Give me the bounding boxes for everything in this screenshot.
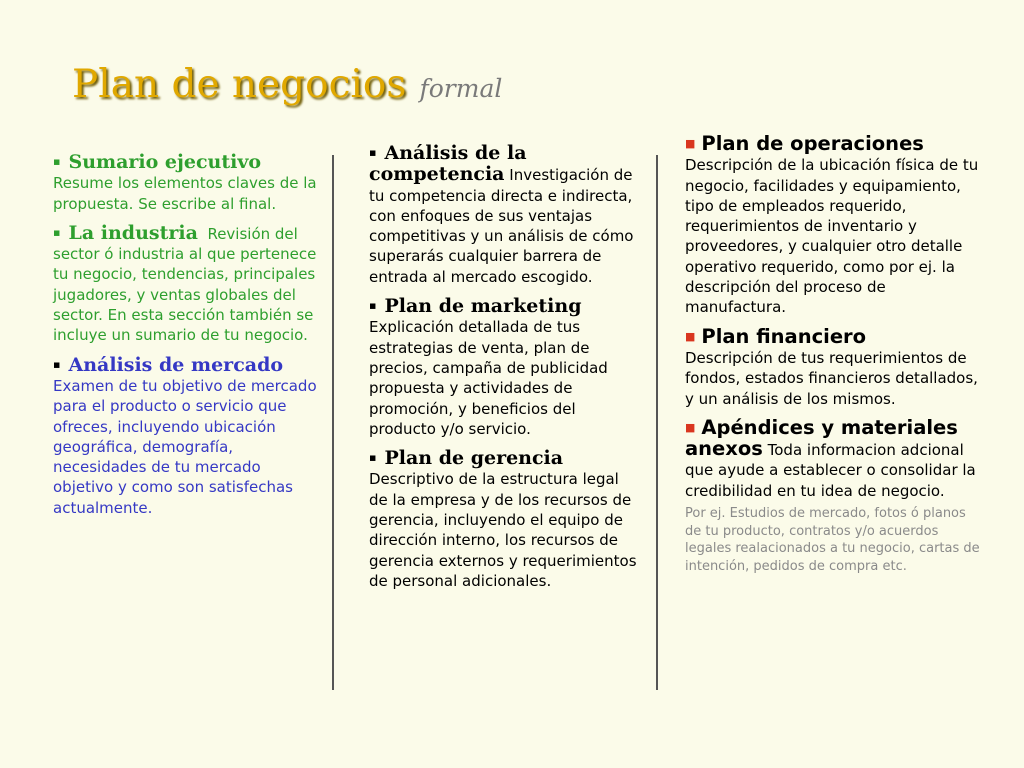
column-divider-right — [656, 155, 658, 690]
section-marketing — [369, 296, 641, 439]
square-bullet-icon: ▪ — [369, 299, 377, 313]
square-bullet-icon: ▪ — [53, 357, 61, 371]
section-competencia — [369, 143, 641, 287]
square-bullet-icon: ■ — [685, 137, 696, 150]
column-2 — [369, 143, 641, 600]
section-body: Revisión del sector ó industria al que pertenece tu negocio, tendencias, principales jugadores, y ventas globales del sector. En esta sección también se incluye un sumario de tu negocio. — [53, 224, 317, 345]
section-gerencia — [369, 448, 641, 591]
section-financiero — [685, 324, 985, 409]
title-sub: formal — [419, 74, 503, 103]
section-heading: Análisis de mercado — [68, 353, 284, 376]
square-bullet-icon: ▪ — [53, 225, 61, 239]
section-heading: Plan de gerencia — [384, 447, 564, 470]
section-body: Examen de tu objetivo de mercado para el producto o servicio que ofreces, incluyendo ubicación geográfica, demografía, necesidades de tu mercado objetivo y como son satisfechas actualmente. — [53, 376, 317, 517]
square-bullet-icon: ■ — [685, 329, 696, 343]
section-heading: Plan financiero — [701, 324, 867, 348]
section-heading: Plan de operaciones — [701, 132, 924, 155]
square-bullet-icon: ■ — [685, 420, 696, 434]
section-heading: Plan de marketing — [384, 295, 582, 318]
section-heading: Análisis de la competencia — [369, 142, 527, 186]
section-body: Descriptivo de la estructura legal de la empresa y de los recursos de gerencia, incluyendo el equipo de dirección interno, los recursos de gerencia externos y requerimientos de personal adicionales. — [369, 470, 637, 590]
section-industria — [53, 223, 318, 346]
column-3 — [685, 134, 985, 575]
square-bullet-icon: ▪ — [53, 155, 61, 168]
section-heading: Apéndices y materiales anexos — [685, 415, 958, 461]
square-bullet-icon: ▪ — [369, 451, 377, 465]
square-bullet-icon: ▪ — [369, 146, 377, 159]
section-heading: Sumario ejecutivo — [68, 151, 262, 173]
section-mercado — [53, 355, 318, 518]
section-heading: La industria — [68, 221, 198, 244]
section-body: Resume los elementos claves de la propuesta. Se escribe al final. — [53, 174, 317, 213]
section-body: Toda informacion adcional que ayude a establecer o consolidar la credibilidad en tu idea de negocio. — [685, 441, 976, 500]
title-main: Plan de negocios — [72, 62, 407, 107]
column-1 — [53, 152, 318, 527]
section-body: Descripción de la ubicación física de tu negocio, facilidades y equipamiento, tipo de empleados requerido, requerimientos de inventario y proveedores, y cualquier otro detalle operativo requerido, como por ej. la descripción del proceso de manufactura. — [685, 156, 979, 317]
section-apendices — [685, 415, 985, 501]
section-operaciones — [685, 134, 985, 318]
section-body: Descripción de tus requerimientos de fondos, estados financieros detallados, y un análisis de los mismos. — [685, 348, 978, 408]
section-body: Explicación detallada de tus estrategias de venta, plan de precios, campaña de publicidad propuesta y actividades de promoción, y beneficios del producto y/o servicio. — [369, 318, 608, 438]
section-body: Investigación de tu competencia directa e indirecta, con enfoques de sus ventajas competitivas y un análisis de cómo superarás cualquier barrera de entrada al mercado escogido. — [369, 166, 634, 286]
section-sumario — [53, 152, 318, 214]
apendices-note: Por ej. Estudios de mercado, fotos ó planos de tu producto, contratos y/o acuerdos legales realacionados a tu negocio, cartas de intención, pedidos de compra etc. — [685, 506, 980, 574]
slide-title — [72, 62, 502, 107]
column-divider-left — [332, 155, 334, 690]
